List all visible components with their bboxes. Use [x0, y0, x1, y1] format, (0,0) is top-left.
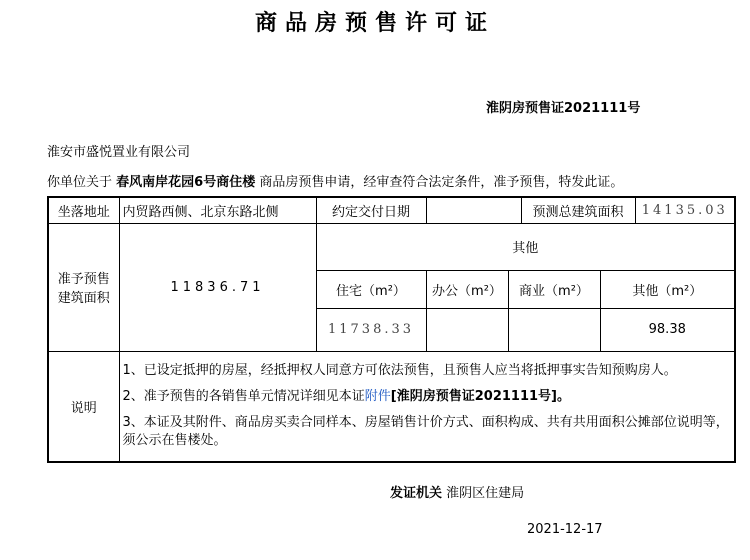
residential-value: 11738.33	[316, 308, 426, 351]
note-2-cert-ref: [淮阴房预售证2021111号]。	[390, 389, 570, 405]
company-name: 淮安市盛悦置业有限公司	[47, 145, 191, 160]
office-value	[426, 308, 508, 351]
location-value: 内贸路西侧、北京东路北侧	[119, 197, 316, 223]
notes-label: 说明	[48, 351, 119, 462]
note-2	[123, 384, 732, 410]
other-value: 98.38	[600, 308, 735, 351]
issue-date: 2021-12-17	[527, 522, 603, 537]
note-2-prefix: 2、准予预售的各销售单元情况详细见本证	[122, 389, 365, 405]
issuing-authority	[390, 482, 524, 501]
residential-label: 住宅（m²）	[316, 270, 426, 308]
notes-content	[119, 351, 735, 462]
intro-sentence	[47, 171, 623, 190]
estimated-area-value: 14135.03	[635, 197, 735, 223]
delivery-date-value	[426, 197, 521, 223]
intro-prefix: 你单位关于	[47, 175, 113, 190]
other-group-label: 其他	[316, 223, 735, 270]
certificate-title: 商品房预售许可证	[254, 11, 495, 36]
commercial-value	[508, 308, 600, 351]
presale-area-value: 11836.71	[119, 223, 316, 351]
issuer-value: 淮阴区住建局	[446, 486, 525, 501]
intro-suffix: 商品房预售申请，经审查符合法定条件，准予预售，特发此证。	[259, 175, 624, 190]
estimated-area-label: 预测总建筑面积	[521, 197, 635, 223]
office-label: 办公（m²）	[426, 270, 508, 308]
commercial-label: 商业（m²）	[508, 270, 600, 308]
other-label: 其他（m²）	[600, 270, 735, 308]
project-name: 春风南岸花园6号商住楼	[116, 175, 256, 190]
presale-area-label: 准予预售建筑面积	[48, 223, 119, 351]
certificate-table	[47, 196, 736, 463]
issuer-label: 发证机关	[390, 486, 443, 501]
delivery-date-label: 约定交付日期	[316, 197, 426, 223]
location-label: 坐落地址	[48, 197, 119, 223]
attachment-link[interactable]: 附件	[364, 389, 391, 405]
certificate-number: 淮阴房预售证2021111号	[486, 101, 641, 116]
note-1: 1、已设定抵押的房屋，经抵押权人同意方可依法预售，且预售人应当将抵押事实告知预购房人。	[122, 363, 677, 379]
note-3: 3、本证及其附件、商品房买卖合同样本、房屋销售计价方式、面积构成、共有共用面积公摊部位说明等，须公示在售楼处。	[122, 415, 729, 449]
